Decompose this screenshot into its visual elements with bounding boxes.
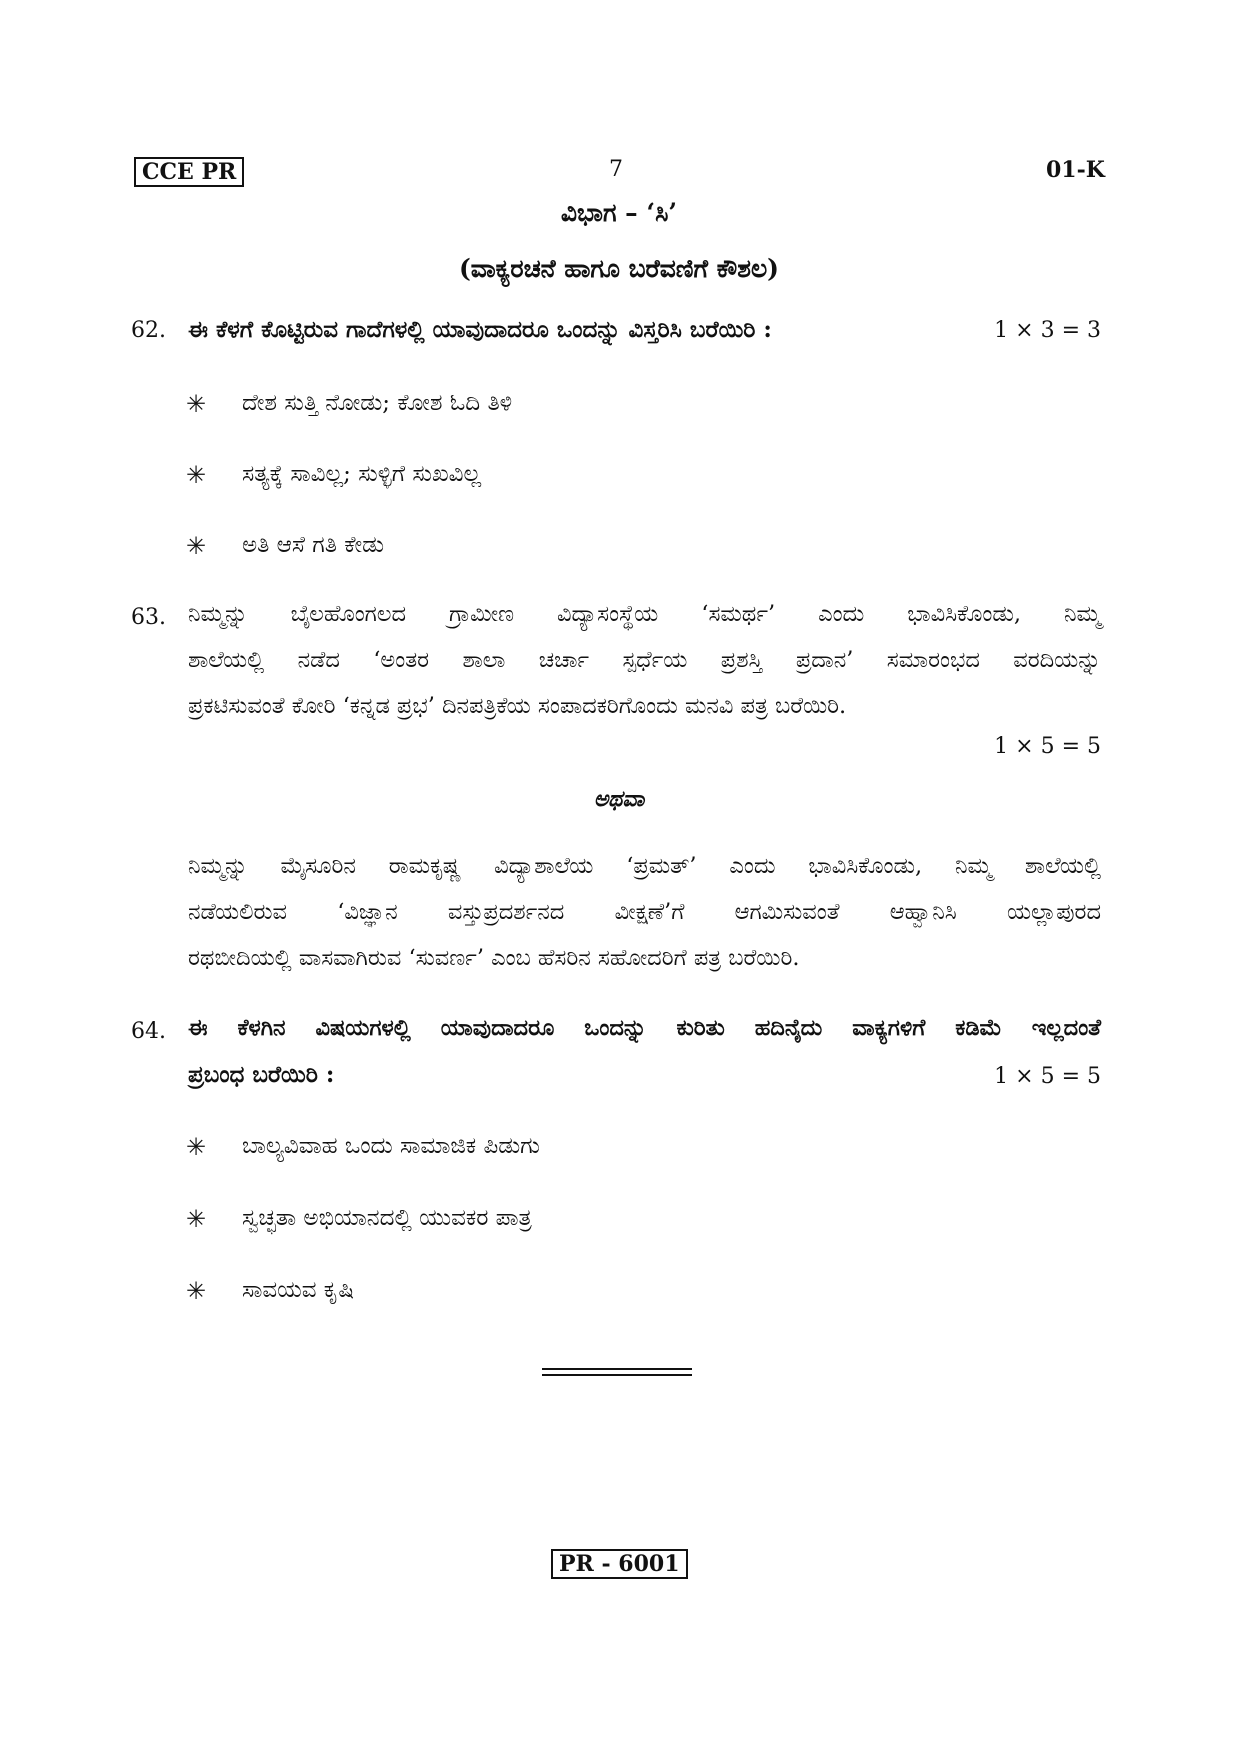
section-title: ವಿಭಾಗ – ‘ಸಿ’ <box>560 198 678 227</box>
question-text <box>188 1015 1101 1055</box>
text-line: ನಿಮ್ಮನ್ನು ಬೈಲಹೊಂಗಲದ ಗ್ರಾಮೀಣ ವಿದ್ಯಾಸಂಸ್ಥೆಯ ‘ಸಮರ್ಥ’ ಎಂದು ಭಾವಿಸಿಕೊಂಡು, ನಿಮ್ಮ <box>188 601 1101 627</box>
asterisk-icon: ✳ <box>186 1277 207 1305</box>
question-number: 63. <box>131 605 166 630</box>
alternate-question-text <box>188 853 1101 993</box>
paper-code: 01-K <box>1046 157 1105 183</box>
end-divider <box>542 1374 692 1376</box>
question-text <box>188 601 1101 741</box>
question-text: ಈ ಕೆಳಗೆ ಕೊಟ್ಟಿರುವ ಗಾದೆಗಳಲ್ಲಿ ಯಾವುದಾದರೂ ಒಂದನ್ನು ವಿಸ್ತರಿಸಿ ಬರೆಯಿರಿ : <box>188 316 772 343</box>
proverb-option: ದೇಶ ಸುತ್ತಿ ನೋಡು; ಕೋಶ ಓದಿ ತಿಳಿ <box>242 390 513 416</box>
text-line: ನಿಮ್ಮನ್ನು ಮೈಸೂರಿನ ರಾಮಕೃಷ್ಣ ವಿದ್ಯಾಶಾಲೆಯ ‘ಪ್ರಮತ್’ ಎಂದು ಭಾವಿಸಿಕೊಂಡು, ನಿಮ್ಮ ಶಾಲೆಯಲ್ಲಿ <box>188 853 1101 879</box>
marks: 1 × 5 = 5 <box>994 1064 1101 1089</box>
question-number: 62. <box>131 318 166 343</box>
question-number: 64. <box>131 1019 166 1044</box>
exam-code-badge: CCE PR <box>134 157 244 187</box>
page-number: 7 <box>609 157 623 182</box>
question-text-continued: ಪ್ರಬಂಧ ಬರೆಯಿರಿ : <box>188 1061 335 1088</box>
asterisk-icon: ✳ <box>186 1133 207 1161</box>
asterisk-icon: ✳ <box>186 1205 207 1233</box>
proverb-option: ಸತ್ಯಕ್ಕೆ ಸಾವಿಲ್ಲ; ಸುಳ್ಳಿಗೆ ಸುಖವಿಲ್ಲ <box>242 461 482 487</box>
marks: 1 × 5 = 5 <box>994 734 1101 759</box>
asterisk-icon: ✳ <box>186 390 207 418</box>
marks: 1 × 3 = 3 <box>994 318 1101 343</box>
essay-topic: ಸಾವಯವ ಕೃಷಿ <box>242 1277 354 1303</box>
essay-topic: ಬಾಲ್ಯವಿವಾಹ ಒಂದು ಸಾಮಾಜಿಕ ಪಿಡುಗು <box>242 1133 540 1159</box>
text-line: ಈ ಕೆಳಗಿನ ವಿಷಯಗಳಲ್ಲಿ ಯಾವುದಾದರೂ ಒಂದನ್ನು ಕುರಿತು ಹದಿನೈದು ವಾಕ್ಯಗಳಿಗೆ ಕಡಿಮೆ ಇಲ್ಲದಂತೆ <box>188 1015 1101 1041</box>
essay-topic: ಸ್ವಚ್ಛತಾ ಅಭಿಯಾನದಲ್ಲಿ ಯುವಕರ ಪಾತ್ರ <box>242 1205 532 1231</box>
text-line: ಶಾಲೆಯಲ್ಲಿ ನಡೆದ ‘ಅಂತರ ಶಾಲಾ ಚರ್ಚಾ ಸ್ಪರ್ಧೆಯ ಪ್ರಶಸ್ತಿ ಪ್ರದಾನ’ ಸಮಾರಂಭದ ವರದಿಯನ್ನು <box>188 647 1101 673</box>
footer-code-badge: PR - 6001 <box>551 1549 688 1579</box>
text-line: ನಡೆಯಲಿರುವ ‘ವಿಜ್ಞಾನ ವಸ್ತುಪ್ರದರ್ಶನದ ವೀಕ್ಷಣೆ’ಗೆ ಆಗಮಿಸುವಂತೆ ಆಹ್ವಾನಿಸಿ ಯಲ್ಲಾಪುರದ <box>188 899 1101 925</box>
section-subtitle: (ವಾಕ್ಯರಚನೆ ಹಾಗೂ ಬರೆವಣಿಗೆ ಕೌಶಲ) <box>458 254 780 283</box>
or-separator: ಅಥವಾ <box>593 786 645 812</box>
text-line: ಪ್ರಕಟಿಸುವಂತೆ ಕೋರಿ ‘ಕನ್ನಡ ಪ್ರಭ’ ದಿನಪತ್ರಿಕೆಯ ಸಂಪಾದಕರಿಗೊಂದು ಮನವಿ ಪತ್ರ ಬರೆಯಿರಿ. <box>188 693 847 719</box>
text-line: ರಥಬೀದಿಯಲ್ಲಿ ವಾಸವಾಗಿರುವ ‘ಸುವರ್ಣ’ ಎಂಬ ಹೆಸರಿನ ಸಹೋದರಿಗೆ ಪತ್ರ ಬರೆಯಿರಿ. <box>188 945 800 971</box>
asterisk-icon: ✳ <box>186 532 207 560</box>
proverb-option: ಅತಿ ಆಸೆ ಗತಿ ಕೇಡು <box>242 532 385 558</box>
end-divider <box>542 1368 692 1370</box>
asterisk-icon: ✳ <box>186 461 207 489</box>
